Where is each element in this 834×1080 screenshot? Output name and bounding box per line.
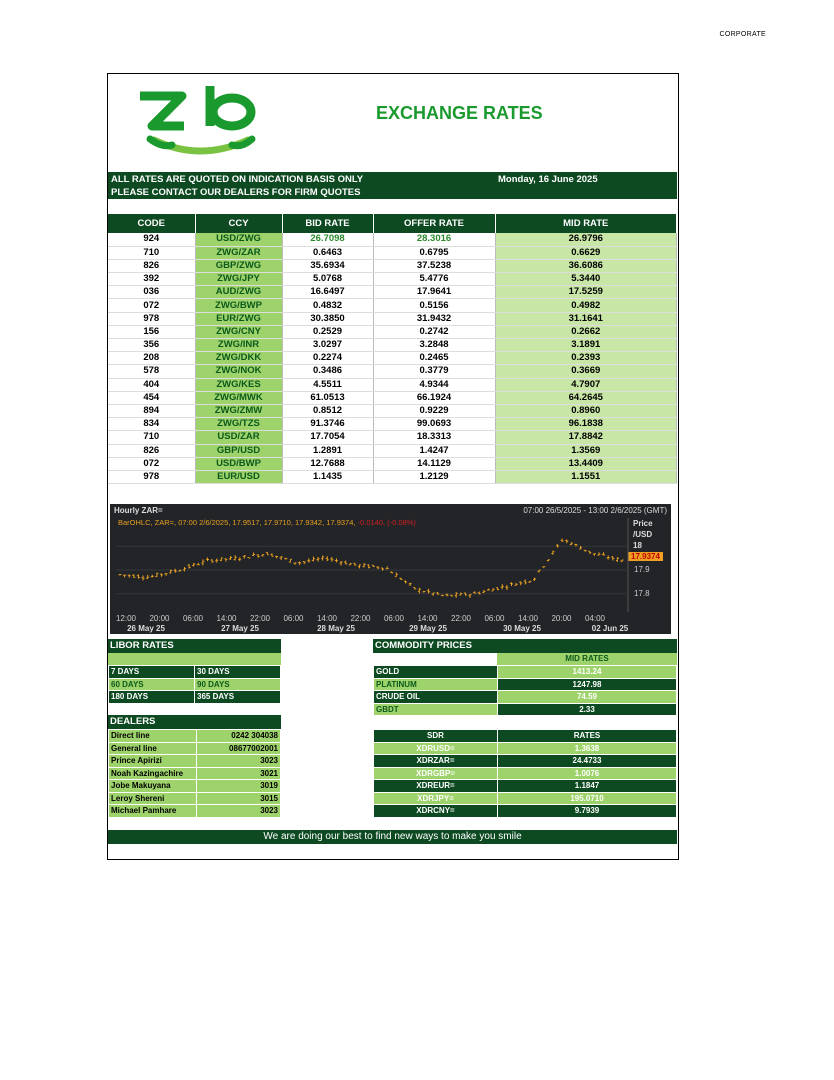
rate-mid: 0.2662 — [495, 325, 677, 338]
header-code: CODE — [108, 214, 195, 233]
time-tick: 22:00 — [249, 614, 271, 623]
sdr-header-row — [374, 730, 677, 743]
date-tick: 26 May 25 — [127, 624, 165, 633]
commodity-row — [374, 703, 677, 716]
rate-row — [108, 391, 677, 404]
rate-row — [108, 444, 677, 457]
dealer-name: Direct line — [109, 730, 197, 743]
time-tick: 14:00 — [417, 614, 438, 623]
rate-offer: 0.9229 — [373, 404, 495, 417]
sdr-row — [374, 755, 677, 768]
rate-mid: 36.6086 — [495, 259, 677, 272]
rate-ccy: ZWG/KES — [195, 378, 282, 391]
rate-mid: 0.3669 — [495, 365, 677, 378]
rate-mid: 17.5259 — [495, 286, 677, 299]
commodity-col-header: MID RATES — [497, 653, 677, 665]
rate-row — [108, 470, 677, 483]
libor-term: 30 DAYS — [195, 666, 281, 679]
rate-ccy: AUD/ZWG — [195, 286, 282, 299]
notice-bar — [108, 172, 677, 199]
rate-ccy: ZWG/TZS — [195, 418, 282, 431]
sdr-header-rate: RATES — [498, 730, 677, 743]
rate-code: 826 — [108, 259, 195, 272]
rate-code: 710 — [108, 246, 195, 259]
rate-mid: 96.1838 — [495, 418, 677, 431]
rate-code: 454 — [108, 391, 195, 404]
commodity-price: 74.59 — [498, 691, 677, 704]
commodity-price: 1247.98 — [498, 678, 677, 691]
sdr-rate: 1.1847 — [498, 780, 677, 793]
rate-bid: 1.2891 — [282, 444, 373, 457]
rate-mid: 0.8960 — [495, 404, 677, 417]
rate-bid: 4.5511 — [282, 378, 373, 391]
dealer-extension: 0242 304038 — [197, 730, 281, 743]
rate-bid: 35.6934 — [282, 259, 373, 272]
rate-code: 208 — [108, 352, 195, 365]
sdr-row — [374, 742, 677, 755]
rate-code: 072 — [108, 299, 195, 312]
commodity-price: 2.33 — [498, 703, 677, 716]
dealer-extension: 3019 — [197, 780, 281, 793]
rate-offer: 4.9344 — [373, 378, 495, 391]
rate-mid: 0.6629 — [495, 246, 677, 259]
rate-bid: 0.2529 — [282, 325, 373, 338]
rate-bid: 91.3746 — [282, 418, 373, 431]
rate-offer: 14.1129 — [373, 457, 495, 470]
chart-header: Hourly ZAR= — [114, 506, 163, 515]
rate-row — [108, 457, 677, 470]
price-label-1: Price — [633, 519, 653, 528]
zb-logo — [132, 84, 272, 164]
libor-term: 7 DAYS — [109, 666, 195, 679]
ohlc-change: -0.0140, (-0.08%) — [357, 518, 416, 527]
libor-row — [109, 678, 281, 691]
rate-ccy: EUR/USD — [195, 470, 282, 483]
sdr-pair: XDRZAR= — [374, 755, 498, 768]
rate-code: 392 — [108, 273, 195, 286]
rate-ccy: ZWG/INR — [195, 339, 282, 352]
time-tick: 06:00 — [283, 614, 304, 623]
rate-bid: 0.4832 — [282, 299, 373, 312]
header-mid: MID RATE — [495, 214, 677, 233]
commodity-name: PLATINUM — [374, 678, 498, 691]
rate-code: 072 — [108, 457, 195, 470]
time-tick: 12:00 — [115, 614, 137, 623]
rate-code: 924 — [108, 233, 195, 246]
rate-mid: 1.1551 — [495, 470, 677, 483]
date-tick: 29 May 25 — [409, 624, 447, 633]
date-tick: 27 May 25 — [221, 624, 259, 633]
tick-17-8: 17.8 — [634, 589, 650, 598]
chart-range: 07:00 26/5/2025 - 13:00 2/6/2025 (GMT) — [523, 506, 667, 515]
rate-mid: 3.1891 — [495, 339, 677, 352]
dealers-title: DEALERS — [108, 715, 281, 729]
date-tick: 30 May 25 — [503, 624, 541, 633]
sdr-table — [373, 729, 677, 818]
rate-offer: 37.5238 — [373, 259, 495, 272]
time-tick: 06:00 — [182, 614, 204, 623]
dealer-name: Noah Kazingachire — [109, 767, 197, 780]
rate-offer: 99.0693 — [373, 418, 495, 431]
rate-mid: 0.4982 — [495, 299, 677, 312]
commodity-row — [374, 678, 677, 691]
rate-row — [108, 365, 677, 378]
commodity-title: COMMODITY PRICES — [373, 639, 677, 653]
libor-term: 90 DAYS — [195, 678, 281, 691]
rate-row — [108, 299, 677, 312]
dealer-name: Jobe Makuyana — [109, 780, 197, 793]
commodity-price: 1413.24 — [498, 666, 677, 679]
rate-row — [108, 378, 677, 391]
rate-bid: 0.8512 — [282, 404, 373, 417]
rate-offer: 5.4776 — [373, 273, 495, 286]
libor-term: 365 DAYS — [195, 691, 281, 704]
dealer-name: General line — [109, 742, 197, 755]
zar-price-chart — [110, 504, 671, 634]
dealer-row — [109, 805, 281, 818]
commodity-name: CRUDE OIL — [374, 691, 498, 704]
rate-offer: 18.3313 — [373, 431, 495, 444]
rate-code: 710 — [108, 431, 195, 444]
rate-code: 156 — [108, 325, 195, 338]
price-label-2: /USD — [633, 530, 653, 539]
rates-table — [108, 214, 677, 484]
rate-row — [108, 259, 677, 272]
dealers-table — [108, 729, 281, 818]
rate-ccy: ZWG/ZMW — [195, 404, 282, 417]
exchange-rate-sheet — [107, 73, 679, 860]
rate-row — [108, 325, 677, 338]
rate-row — [108, 286, 677, 299]
sdr-row — [374, 805, 677, 818]
rate-ccy: USD/BWP — [195, 457, 282, 470]
commodity-row — [374, 666, 677, 679]
dealer-row — [109, 742, 281, 755]
sdr-rate: 9.7939 — [498, 805, 677, 818]
rate-offer: 31.9432 — [373, 312, 495, 325]
rate-ccy: ZWG/ZAR — [195, 246, 282, 259]
dealer-name: Michael Pamhare — [109, 805, 197, 818]
dealer-extension: 08677002001 — [197, 742, 281, 755]
header-offer: OFFER RATE — [373, 214, 495, 233]
rate-bid: 3.0297 — [282, 339, 373, 352]
rate-offer: 0.3779 — [373, 365, 495, 378]
rate-ccy: USD/ZAR — [195, 431, 282, 444]
rate-code: 978 — [108, 470, 195, 483]
dealer-name: Leroy Shereni — [109, 792, 197, 805]
rate-bid: 12.7688 — [282, 457, 373, 470]
rate-bid: 0.3486 — [282, 365, 373, 378]
rate-row — [108, 273, 677, 286]
sdr-pair: XDRUSD= — [374, 742, 498, 755]
rate-code: 894 — [108, 404, 195, 417]
rate-offer: 17.9641 — [373, 286, 495, 299]
time-tick: 04:00 — [584, 614, 606, 623]
tick-17-9: 17.9 — [634, 565, 650, 574]
sdr-rate: 24.4733 — [498, 755, 677, 768]
commodity-name: GOLD — [374, 666, 498, 679]
rate-ccy: ZWG/NOK — [195, 365, 282, 378]
rate-ccy: ZWG/JPY — [195, 273, 282, 286]
dealer-extension: 3015 — [197, 792, 281, 805]
sdr-pair: XDRJPY= — [374, 792, 498, 805]
rate-offer: 28.3016 — [373, 233, 495, 246]
rate-offer: 3.2848 — [373, 339, 495, 352]
sdr-rate: 1.0076 — [498, 767, 677, 780]
tick-18: 18 — [633, 541, 642, 550]
rate-row — [108, 404, 677, 417]
chart-plot — [110, 504, 671, 634]
rate-offer: 66.1924 — [373, 391, 495, 404]
rate-row — [108, 233, 677, 246]
rate-ccy: ZWG/CNY — [195, 325, 282, 338]
sdr-pair: XDRCNY= — [374, 805, 498, 818]
time-tick: 22:00 — [350, 614, 371, 623]
rate-ccy: ZWG/MWK — [195, 391, 282, 404]
rates-date: Monday, 16 June 2025 — [498, 174, 598, 185]
time-tick: 20:00 — [551, 614, 572, 623]
libor-table — [108, 665, 281, 704]
rate-code: 826 — [108, 444, 195, 457]
header-bid: BID RATE — [282, 214, 373, 233]
sdr-pair: XDRGBP= — [374, 767, 498, 780]
rate-ccy: ZWG/DKK — [195, 352, 282, 365]
dealer-extension: 3021 — [197, 767, 281, 780]
rate-mid: 64.2645 — [495, 391, 677, 404]
dealer-row — [109, 755, 281, 768]
rate-bid: 30.3850 — [282, 312, 373, 325]
dealer-row — [109, 730, 281, 743]
rate-code: 036 — [108, 286, 195, 299]
time-tick: 14:00 — [216, 614, 237, 623]
rate-bid: 5.0768 — [282, 273, 373, 286]
sdr-rate: 1.3638 — [498, 742, 677, 755]
libor-row — [109, 691, 281, 704]
notice-line-2: PLEASE CONTACT OUR DEALERS FOR FIRM QUOTES — [111, 187, 361, 198]
rate-mid: 0.2393 — [495, 352, 677, 365]
dealer-name: Prince Apirizi — [109, 755, 197, 768]
sdr-rate: 195.0710 — [498, 792, 677, 805]
rate-code: 356 — [108, 339, 195, 352]
rate-row — [108, 246, 677, 259]
time-tick: 14:00 — [517, 614, 539, 623]
dealer-row — [109, 780, 281, 793]
current-price-tag: 17.9374 — [628, 552, 663, 561]
rate-mid: 13.4409 — [495, 457, 677, 470]
rate-bid: 26.7098 — [282, 233, 373, 246]
rate-code: 578 — [108, 365, 195, 378]
notice-line-1: ALL RATES ARE QUOTED ON INDICATION BASIS ONLY — [111, 174, 364, 185]
rate-mid: 17.8842 — [495, 431, 677, 444]
libor-title: LIBOR RATES — [108, 639, 281, 653]
commodity-row — [374, 691, 677, 704]
rate-offer: 1.4247 — [373, 444, 495, 457]
rate-row — [108, 418, 677, 431]
classification-label: CORPORATE — [719, 31, 766, 38]
rate-bid: 0.6463 — [282, 246, 373, 259]
rate-mid: 5.3440 — [495, 273, 677, 286]
rate-row — [108, 352, 677, 365]
rate-bid: 17.7054 — [282, 431, 373, 444]
time-tick: 06:00 — [484, 614, 505, 623]
time-tick: 22:00 — [450, 614, 472, 623]
rate-bid: 0.2274 — [282, 352, 373, 365]
rate-code: 404 — [108, 378, 195, 391]
rate-mid: 26.9796 — [495, 233, 677, 246]
rate-bid: 16.6497 — [282, 286, 373, 299]
dealer-row — [109, 767, 281, 780]
libor-term: 60 DAYS — [109, 678, 195, 691]
sdr-header-pair: SDR — [374, 730, 498, 743]
date-tick: 02 Jun 25 — [591, 624, 629, 633]
rate-offer: 0.5156 — [373, 299, 495, 312]
rate-offer: 1.2129 — [373, 470, 495, 483]
rate-ccy: EUR/ZWG — [195, 312, 282, 325]
rate-code: 978 — [108, 312, 195, 325]
rate-mid: 1.3569 — [495, 444, 677, 457]
commodity-table — [373, 665, 677, 716]
rate-offer: 0.2465 — [373, 352, 495, 365]
dealer-row — [109, 792, 281, 805]
rate-offer: 0.6795 — [373, 246, 495, 259]
rate-ccy: GBP/USD — [195, 444, 282, 457]
time-tick: 14:00 — [316, 614, 338, 623]
rate-offer: 0.2742 — [373, 325, 495, 338]
sdr-row — [374, 780, 677, 793]
rate-row — [108, 339, 677, 352]
commodity-name: GBDT — [374, 703, 498, 716]
sdr-row — [374, 767, 677, 780]
rate-row — [108, 312, 677, 325]
rate-row — [108, 431, 677, 444]
rate-ccy: ZWG/BWP — [195, 299, 282, 312]
page-title: EXCHANGE RATES — [376, 103, 543, 123]
time-tick: 06:00 — [383, 614, 405, 623]
time-tick: 20:00 — [149, 614, 170, 623]
header-ccy: CCY — [195, 214, 282, 233]
rate-mid: 4.7907 — [495, 378, 677, 391]
dealer-extension: 3023 — [197, 805, 281, 818]
date-tick: 28 May 25 — [317, 624, 355, 633]
rate-bid: 1.1435 — [282, 470, 373, 483]
sdr-pair: XDREUR= — [374, 780, 498, 793]
libor-term: 180 DAYS — [109, 691, 195, 704]
libor-row — [109, 666, 281, 679]
dealer-extension: 3023 — [197, 755, 281, 768]
libor-spacer — [108, 653, 281, 665]
rate-code: 834 — [108, 418, 195, 431]
rate-ccy: USD/ZWG — [195, 233, 282, 246]
rate-mid: 31.1641 — [495, 312, 677, 325]
footer-slogan: We are doing our best to find new ways to make you smile — [108, 830, 677, 844]
sdr-row — [374, 792, 677, 805]
rate-ccy: GBP/ZWG — [195, 259, 282, 272]
rate-bid: 61.0513 — [282, 391, 373, 404]
ohlc-values: BarOHLC, ZAR=, 07:00 2/6/2025, 17.9517, 17.9710, 17.9342, 17.9374, — [118, 518, 356, 527]
